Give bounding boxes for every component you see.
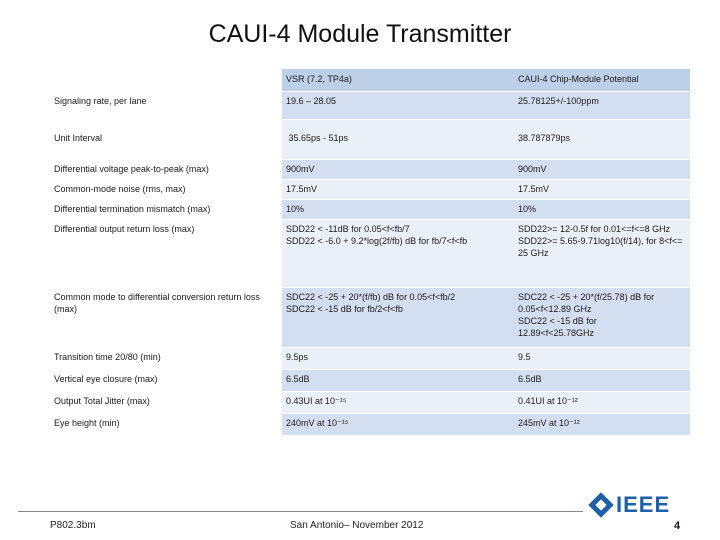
parameter-cell: Signaling rate, per lane: [50, 92, 282, 120]
slide-title: CAUI-4 Module Transmitter: [208, 20, 512, 48]
parameter-cell: Eye height (min): [50, 414, 282, 436]
table-row: [50, 200, 690, 220]
table-row: [50, 220, 690, 288]
vsr-cell: 900mV: [282, 160, 514, 180]
vsr-cell: 35.65ps - 51ps: [282, 120, 514, 160]
vsr-cell: SDD22 < -11dB for 0.05<f<fb/7 SDD22 < -6.0 + 9.2*log(2f/fb) dB for fb/7<f<fb: [282, 220, 514, 288]
parameter-cell: Common-mode noise (rms, max): [50, 180, 282, 200]
table-row: [50, 180, 690, 200]
table-row: [50, 414, 690, 436]
caui4-cell: 25.78125+/-100ppm: [514, 92, 690, 120]
caui4-cell: SDC22 < -25 + 20*(f/25.78) dB for 0.05<f<12.89 GHz SDC22 < -15 dB for 12.89<f<25.78GHz: [514, 288, 690, 348]
caui4-cell: 38.787879ps: [514, 120, 690, 160]
spec-table: [50, 69, 690, 436]
caui4-cell: 9.5: [514, 348, 690, 370]
vsr-cell: 17.5mV: [282, 180, 514, 200]
caui4-cell: 900mV: [514, 160, 690, 180]
footer-meeting: San Antonio– November 2012: [290, 520, 424, 531]
table-row: [50, 120, 690, 160]
vsr-cell: 19.6 – 28.05: [282, 92, 514, 120]
parameter-cell: Output Total Jitter (max): [50, 392, 282, 414]
header-cell-parameter: [50, 69, 282, 92]
header-cell-vsr: VSR (7.2, TP4a): [282, 69, 514, 92]
caui4-cell: 17.5mV: [514, 180, 690, 200]
header-cell-caui4: CAUI-4 Chip-Module Potential: [514, 69, 690, 92]
table-row: [50, 348, 690, 370]
ieee-logo: [592, 492, 670, 518]
page-number: 4: [674, 520, 681, 532]
parameter-cell: Differential voltage peak-to-peak (max): [50, 160, 282, 180]
footer-project-id: P802.3bm: [50, 520, 96, 531]
caui4-cell: SDD22>= 12-0.5f for 0.01<=f<=8 GHz SDD22>= 5.65-9.71log10(f/14), for 8<f<= 25 GHz: [514, 220, 690, 288]
caui4-cell: 10%: [514, 200, 690, 220]
table-header-row: [50, 69, 690, 92]
table-row: [50, 370, 690, 392]
vsr-cell: 9.5ps: [282, 348, 514, 370]
parameter-cell: Differential termination mismatch (max): [50, 200, 282, 220]
table-row: [50, 392, 690, 414]
parameter-cell: Vertical eye closure (max): [50, 370, 282, 392]
parameter-cell: Unit Interval: [50, 120, 282, 160]
vsr-cell: SDC22 < -25 + 20*(f/fb) dB for 0.05<f<fb/2 SDC22 < -15 dB for fb/2<f<fb: [282, 288, 514, 348]
parameter-cell: Transition time 20/80 (min): [50, 348, 282, 370]
vsr-cell: 6.5dB: [282, 370, 514, 392]
table-row: [50, 92, 690, 120]
caui4-cell: 245mV at 10⁻¹²: [514, 414, 690, 436]
parameter-cell: Common mode to differential conversion return loss (max): [50, 288, 282, 348]
caui4-cell: 0.41UI at 10⁻¹²: [514, 392, 690, 414]
ieee-diamond-icon: [588, 492, 613, 517]
vsr-cell: 240mV at 10⁻¹⁵: [282, 414, 514, 436]
ieee-logo-text: IEEE: [616, 492, 671, 517]
caui4-cell: 6.5dB: [514, 370, 690, 392]
parameter-cell: Differential output return loss (max): [50, 220, 282, 288]
table-row: [50, 160, 690, 180]
vsr-cell: 10%: [282, 200, 514, 220]
footer-divider: [18, 511, 583, 512]
table-row: [50, 288, 690, 348]
vsr-cell: 0.43UI at 10⁻¹⁵: [282, 392, 514, 414]
